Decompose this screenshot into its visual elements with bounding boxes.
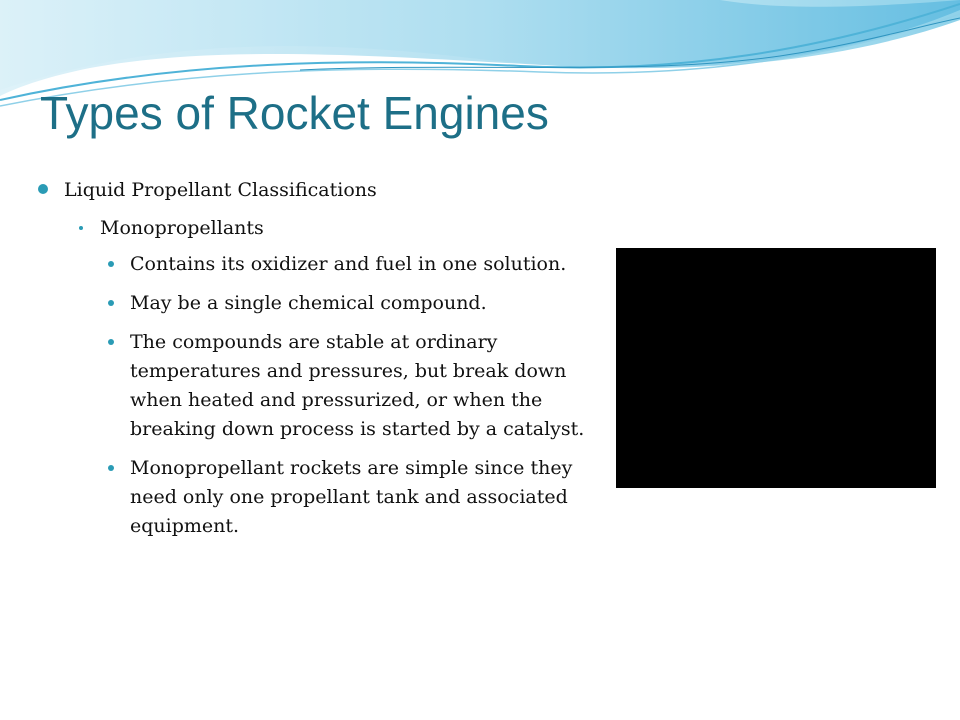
bullet-level3-item bbox=[106, 250, 606, 279]
bullet-level3-text: The compounds are stable at ordinary temperatures and pressures, but break down when heated and pressurized, or when the breaking down process is started by a catalyst. bbox=[130, 331, 585, 440]
bullet-dot-icon bbox=[108, 465, 114, 471]
wave-band-main bbox=[0, 0, 960, 96]
bullet-level2-text: Monopropellants bbox=[100, 217, 264, 239]
bullet-level1 bbox=[36, 176, 606, 204]
bullet-level1-text: Liquid Propellant Classifications bbox=[64, 179, 377, 201]
bullet-level3-item bbox=[106, 454, 606, 541]
bullet-level3-item bbox=[106, 328, 606, 444]
bullet-level3-item bbox=[106, 289, 606, 318]
bullet-level2 bbox=[76, 214, 606, 242]
bullet-dot-icon bbox=[108, 339, 114, 345]
bullet-level3-text: May be a single chemical compound. bbox=[130, 292, 487, 314]
slide-title: Types of Rocket Engines bbox=[40, 87, 549, 139]
bullet-level3-text: Contains its oxidizer and fuel in one solution. bbox=[130, 253, 567, 275]
bullet-dot-icon bbox=[108, 300, 114, 306]
bullet-dot-icon bbox=[79, 226, 83, 230]
bullet-dot-icon bbox=[108, 261, 114, 267]
bullet-level3-text: Monopropellant rockets are simple since they need only one propellant tank and associated equipment. bbox=[130, 457, 573, 537]
bullet-dot-icon bbox=[38, 184, 48, 194]
bullet-list bbox=[36, 176, 606, 551]
slide-image bbox=[616, 248, 936, 488]
